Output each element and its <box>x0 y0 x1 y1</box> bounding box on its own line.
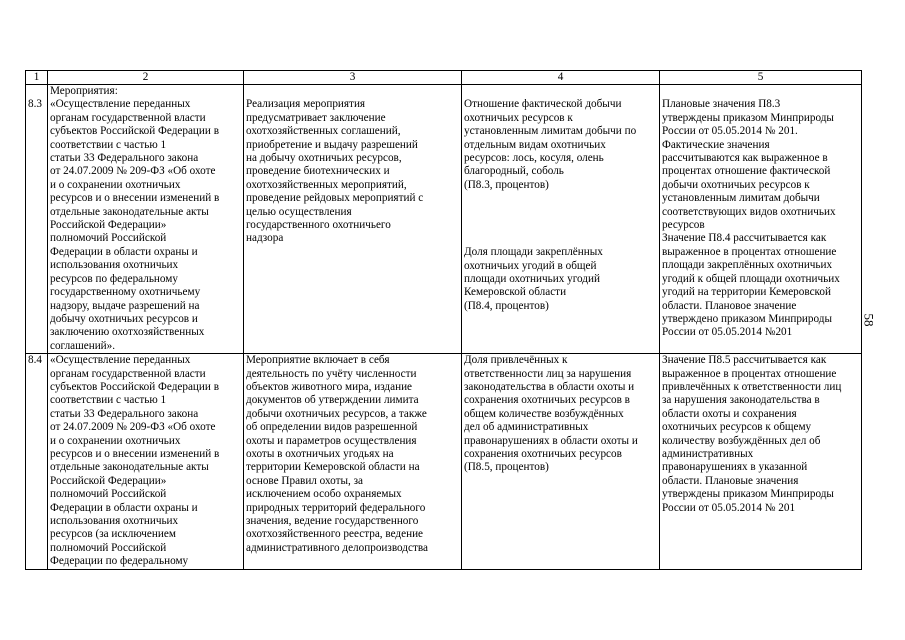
row-number <box>26 354 48 570</box>
description-cell <box>244 85 462 354</box>
header-cell-5: 5 <box>660 71 862 85</box>
spacer <box>464 192 657 246</box>
page-number: 58 <box>861 313 877 327</box>
header-cell-3: 3 <box>244 71 462 85</box>
header-cell-1: 1 <box>26 71 48 85</box>
section-label: Мероприятия: <box>50 85 118 97</box>
method-8-3-text: Плановые значения П8.3 утверждены приказом Минприроды России от 05.05.2014 № 201. Фактические значения рассчитываются как выраженное в процентах отношение фактической добычи охотничьих ресурсов к установленным лимитам добычи соответствующих видов охотничьих ресурсов Значение П8.4 рассчитывается как выраженное в процентах отношение площади закреплённых охотничьих угодий к общей площади охотничьих угодий на территории Кемеровской области. Плановое значение утверждено приказом Минприроды России от 05.05.2014 №201 <box>662 98 840 339</box>
cell-spacer <box>662 85 859 98</box>
description-cell <box>244 354 462 570</box>
method-8-4-text: Значение П8.5 рассчитывается как выраженное в процентах отношение привлечённых к ответственности лиц за нарушения законодательства в области охоты и сохранения охотничьих ресурсов к общему количеству возбуждённых дел об административных правонарушениях в указанной области. Плановые значения утверждены приказом Минприроды России от 05.05.2014 № 201 <box>662 354 842 514</box>
cell-text <box>28 85 45 98</box>
measure-cell <box>48 85 244 354</box>
header-cell-4: 4 <box>462 71 660 85</box>
indicator-cell <box>462 85 660 354</box>
description-8-3-text: Реализация мероприятия предусматривает заключение охотхозяйственных соглашений, приобретение и выдачу разрешений на добычу охотничьих ресурсов, проведение биотехнических и охотхозяйственных мероприятий, проведение рейдовых мероприятий с целью осуществления государственного охотничьего надзора <box>246 98 424 245</box>
description-8-4-text: Мероприятие включает в себя деятельность по учёту численности объектов животного мира, издание документов об утверждении лимита добычи охотничьих ресурсов, а также об определении видов разрешенной охоты и параметров осуществления охоты в охотничьих угодьях на территории Кемеровской области на основе Правил охоты, за исключением особо охраняемых природных территорий федерального значения, ведение государственного охотхозяйственного реестра, ведение административного делопроизводства <box>246 354 428 554</box>
table-row <box>26 85 862 354</box>
table-row <box>26 354 862 570</box>
row-number-8-3: 8.3 <box>28 98 42 111</box>
cell-spacer <box>246 85 459 98</box>
row-number-8-4: 8.4 <box>28 354 42 367</box>
header-row <box>26 71 862 85</box>
measure-cell <box>48 354 244 570</box>
row-number <box>26 85 48 354</box>
indicator-p8-5-text: Доля привлечённых к ответственности лиц за нарушения законодательства в области охоты и сохранения охотничьих ресурсов в общем количестве возбуждённых дел об административных правонарушениях в области охоты и сохранения охотничьих ресурсов (П8.5, процентов) <box>464 354 638 474</box>
measure-8-4-text: «Осуществление переданных органам государственной власти субъектов Российской Федерации в соответствии с частью 1 статьи 33 Федерального закона от 24.07.2009 № 209-ФЗ «Об охоте и о сохранении охотничьих ресурсов и о внесении изменений в отдельные законодательные акты Российской Федерации» полномочий Российской Федерации в области охраны и использования охотничьих ресурсов (за исключением полномочий Российской Федерации по федеральному <box>50 354 220 568</box>
measure-8-3-text: «Осуществление переданных органам государственной власти субъектов Российской Федерации в соответствии с частью 1 статьи 33 Федерального закона от 24.07.2009 № 209-ФЗ «Об охоте и о сохранении охотничьих ресурсов и о внесении изменений в отдельные законодательные акты Российской Федерации» полномочий Российской Федерации в области охраны и использования охотничьих ресурсов по федеральному государственному охотничьему надзору, выдаче разрешений на добычу охотничьих ресурсов и заключению охотхозяйственных соглашений». <box>50 98 220 352</box>
indicator-p8-3-text: Отношение фактической добычи охотничьих ресурсов к установленным лимитам добычи по отдельным видам охотничьих ресурсов: лось, косуля, олень благородный, соболь (П8.3, процентов) <box>464 98 637 191</box>
indicator-p8-4-text: Доля площади закреплённых охотничьих угодий в общей площади охотничьих угодий Кемеровской области (П8.4, процентов) <box>464 246 603 312</box>
header-cell-2: 2 <box>48 71 244 85</box>
document-table <box>25 70 862 570</box>
method-cell <box>660 85 862 354</box>
indicator-cell <box>462 354 660 570</box>
method-cell <box>660 354 862 570</box>
cell-spacer <box>464 85 657 98</box>
